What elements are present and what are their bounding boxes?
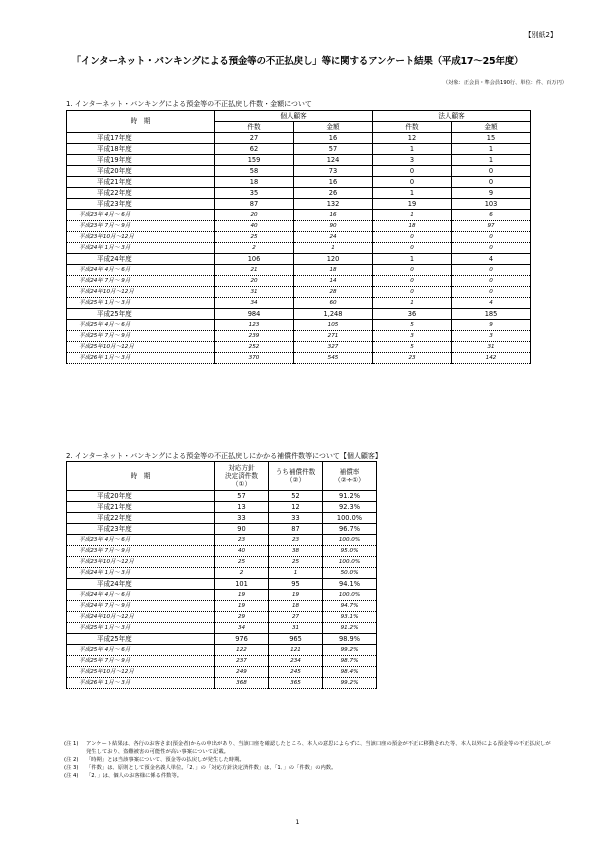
period-cell: 平成25年10月～12月 (67, 667, 215, 678)
individual-count-cell: 35 (215, 188, 294, 199)
policy-decided-cell: 40 (215, 546, 269, 557)
header-comp-line2: （②） (285, 476, 306, 484)
compensation-rate-cell: 95.0% (323, 546, 377, 557)
footnote (64, 772, 554, 780)
table-row (67, 309, 531, 320)
corporate-amount-cell: 3 (452, 331, 531, 342)
footnote (64, 764, 554, 772)
period-cell: 平成25年10月～12月 (67, 342, 215, 353)
table-row (67, 166, 531, 177)
individual-count-cell: 27 (215, 133, 294, 144)
policy-decided-cell: 34 (215, 623, 269, 634)
corporate-count-cell: 0 (373, 287, 452, 298)
compensated-cell: 18 (269, 601, 323, 612)
period-cell: 平成24年 7月～ 9月 (67, 276, 215, 287)
table-row (67, 276, 531, 287)
footnote-label: (注 1) (64, 741, 79, 747)
compensation-rate-cell: 100.0% (323, 513, 377, 524)
footnote-text: アンケート結果は、各行のお客さま(預金者)からの申出があり、当該口座を確認したところ、本人の意思によらずに、当該口座の預金が不正に移動された等、本人以外による預金等の不正払戻しが発生しており、盗難被害の可能性が高い事案について記載。 (86, 741, 551, 755)
compensation-rate-cell: 96.7% (323, 524, 377, 535)
table-row (67, 320, 531, 331)
corporate-amount-cell: 142 (452, 353, 531, 364)
individual-count-cell: 25 (215, 232, 294, 243)
header-policy-line2: 決定済件数 (225, 472, 258, 480)
compensation-rate-cell: 93.1% (323, 612, 377, 623)
compensation-rate-cell: 50.0% (323, 568, 377, 579)
period-cell: 平成23年10月～12月 (67, 557, 215, 568)
individual-amount-cell: 124 (294, 155, 373, 166)
header-amount: 金額 (452, 122, 531, 133)
table-row (67, 232, 531, 243)
corporate-count-cell: 0 (373, 166, 452, 177)
header-corporate: 法人顧客 (373, 111, 531, 122)
corporate-amount-cell: 4 (452, 254, 531, 265)
period-cell: 平成23年度 (67, 524, 215, 535)
compensated-cell: 25 (269, 557, 323, 568)
period-cell: 平成25年 1月～ 3月 (67, 298, 215, 309)
table-row (67, 590, 377, 601)
table-row (67, 623, 377, 634)
individual-count-cell: 20 (215, 276, 294, 287)
individual-amount-cell: 26 (294, 188, 373, 199)
table-row (67, 524, 377, 535)
period-cell: 平成17年度 (67, 133, 215, 144)
corporate-amount-cell: 4 (452, 298, 531, 309)
compensated-cell: 38 (269, 546, 323, 557)
individual-amount-cell: 90 (294, 221, 373, 232)
period-cell: 平成23年度 (67, 199, 215, 210)
table-row (67, 557, 377, 568)
compensated-cell: 87 (269, 524, 323, 535)
period-cell: 平成23年 4月～ 6月 (67, 535, 215, 546)
corporate-amount-cell: 0 (452, 232, 531, 243)
table-row (67, 502, 377, 513)
policy-decided-cell: 237 (215, 656, 269, 667)
corporate-amount-cell: 185 (452, 309, 531, 320)
individual-amount-cell: 60 (294, 298, 373, 309)
compensated-cell: 245 (269, 667, 323, 678)
compensation-table (66, 461, 377, 689)
period-cell: 平成22年度 (67, 513, 215, 524)
individual-amount-cell: 24 (294, 232, 373, 243)
compensated-cell: 52 (269, 491, 323, 502)
header-policy-line3: （①） (231, 480, 252, 488)
policy-decided-cell: 122 (215, 645, 269, 656)
compensated-cell: 965 (269, 634, 323, 645)
period-cell: 平成24年10月～12月 (67, 287, 215, 298)
compensated-cell: 31 (269, 623, 323, 634)
table-row (67, 342, 531, 353)
compensation-rate-cell: 98.4% (323, 667, 377, 678)
header-compensated (269, 462, 323, 491)
table-row (67, 491, 377, 502)
individual-amount-cell: 327 (294, 342, 373, 353)
table-row (67, 243, 531, 254)
individual-amount-cell: 271 (294, 331, 373, 342)
header-individual: 個人顧客 (215, 111, 373, 122)
period-cell: 平成25年度 (67, 309, 215, 320)
corporate-amount-cell: 6 (452, 210, 531, 221)
table-row (67, 546, 377, 557)
table-row (67, 535, 377, 546)
corporate-amount-cell: 9 (452, 320, 531, 331)
table-row (67, 601, 377, 612)
policy-decided-cell: 33 (215, 513, 269, 524)
individual-amount-cell: 545 (294, 353, 373, 364)
table-row (67, 678, 377, 689)
individual-count-cell: 20 (215, 210, 294, 221)
period-cell: 平成24年 4月～ 6月 (67, 265, 215, 276)
individual-count-cell: 123 (215, 320, 294, 331)
period-cell: 平成25年度 (67, 634, 215, 645)
corporate-amount-cell: 9 (452, 188, 531, 199)
individual-count-cell: 2 (215, 243, 294, 254)
table-row (67, 298, 531, 309)
compensation-rate-cell: 92.3% (323, 502, 377, 513)
period-cell: 平成23年10月～12月 (67, 232, 215, 243)
section2-heading: 2. インターネット・バンキングによる預金等の不正払戻しにかかる補償件数等について【個人顧客】 (66, 452, 382, 460)
policy-decided-cell: 19 (215, 590, 269, 601)
header-rate-line2: （②÷①） (334, 476, 365, 484)
table-row (67, 353, 531, 364)
compensated-cell: 365 (269, 678, 323, 689)
period-cell: 平成18年度 (67, 144, 215, 155)
table-row (67, 265, 531, 276)
compensation-rate-cell: 98.7% (323, 656, 377, 667)
header-count: 件数 (373, 122, 452, 133)
compensation-rate-cell: 91.2% (323, 491, 377, 502)
compensation-rate-cell: 91.2% (323, 623, 377, 634)
table-row (67, 612, 377, 623)
individual-count-cell: 34 (215, 298, 294, 309)
corporate-count-cell: 0 (373, 265, 452, 276)
footnote-label: (注 3) (64, 765, 79, 771)
table-row (67, 634, 377, 645)
section1-heading: 1. インターネット・バンキングによる預金等の不正払戻し件数・金額について (66, 100, 312, 108)
individual-count-cell: 21 (215, 265, 294, 276)
period-cell: 平成25年 1月～ 3月 (67, 623, 215, 634)
individual-amount-cell: 57 (294, 144, 373, 155)
footnote-label: (注 2) (64, 757, 79, 763)
individual-amount-cell: 28 (294, 287, 373, 298)
period-cell: 平成21年度 (67, 177, 215, 188)
header-rate (323, 462, 377, 491)
table-row (67, 656, 377, 667)
corporate-count-cell: 0 (373, 243, 452, 254)
table-row (67, 254, 531, 265)
table-row (67, 331, 531, 342)
fraud-table-body (67, 133, 531, 364)
corporate-amount-cell: 1 (452, 155, 531, 166)
period-cell: 平成20年度 (67, 166, 215, 177)
individual-amount-cell: 73 (294, 166, 373, 177)
compensated-cell: 19 (269, 590, 323, 601)
table-row (67, 177, 531, 188)
individual-amount-cell: 132 (294, 199, 373, 210)
period-cell: 平成20年度 (67, 491, 215, 502)
compensated-cell: 12 (269, 502, 323, 513)
individual-amount-cell: 16 (294, 210, 373, 221)
corporate-count-cell: 19 (373, 199, 452, 210)
individual-count-cell: 87 (215, 199, 294, 210)
table-row (67, 513, 377, 524)
policy-decided-cell: 29 (215, 612, 269, 623)
individual-count-cell: 40 (215, 221, 294, 232)
table-row (67, 188, 531, 199)
compensated-cell: 121 (269, 645, 323, 656)
corporate-amount-cell: 0 (452, 177, 531, 188)
footnotes (64, 740, 554, 780)
corporate-amount-cell: 0 (452, 243, 531, 254)
table-row (67, 210, 531, 221)
period-cell: 平成23年 7月～ 9月 (67, 546, 215, 557)
individual-amount-cell: 1,248 (294, 309, 373, 320)
period-cell: 平成22年度 (67, 188, 215, 199)
individual-count-cell: 18 (215, 177, 294, 188)
compensated-cell: 234 (269, 656, 323, 667)
policy-decided-cell: 101 (215, 579, 269, 590)
period-cell: 平成24年度 (67, 579, 215, 590)
footnote (64, 740, 554, 756)
corporate-amount-cell: 31 (452, 342, 531, 353)
individual-count-cell: 984 (215, 309, 294, 320)
corporate-amount-cell: 0 (452, 276, 531, 287)
period-cell: 平成24年 4月～ 6月 (67, 590, 215, 601)
period-cell: 平成25年 4月～ 6月 (67, 320, 215, 331)
period-cell: 平成24年 1月～ 3月 (67, 243, 215, 254)
individual-count-cell: 58 (215, 166, 294, 177)
corporate-amount-cell: 0 (452, 166, 531, 177)
table-row (67, 221, 531, 232)
table-row (67, 287, 531, 298)
compensated-cell: 33 (269, 513, 323, 524)
header-count: 件数 (215, 122, 294, 133)
individual-amount-cell: 18 (294, 265, 373, 276)
corporate-count-cell: 0 (373, 232, 452, 243)
individual-amount-cell: 16 (294, 177, 373, 188)
period-cell: 平成24年 7月～ 9月 (67, 601, 215, 612)
header-period: 時 期 (67, 462, 215, 491)
corporate-count-cell: 12 (373, 133, 452, 144)
compensation-rate-cell: 94.1% (323, 579, 377, 590)
period-cell: 平成25年 7月～ 9月 (67, 331, 215, 342)
table-row (67, 568, 377, 579)
page-title: 「インターネット・バンキングによる預金等の不正払戻し」等に関するアンケート結果（平成17～25年度） (71, 56, 524, 67)
policy-decided-cell: 57 (215, 491, 269, 502)
policy-decided-cell: 25 (215, 557, 269, 568)
compensated-cell: 23 (269, 535, 323, 546)
period-cell: 平成26年 1月～ 3月 (67, 678, 215, 689)
period-cell: 平成24年度 (67, 254, 215, 265)
header-period: 時 期 (67, 111, 215, 133)
corporate-count-cell: 36 (373, 309, 452, 320)
policy-decided-cell: 19 (215, 601, 269, 612)
policy-decided-cell: 90 (215, 524, 269, 535)
compensation-rate-cell: 100.0% (323, 535, 377, 546)
footnote-label: (注 4) (64, 773, 79, 779)
corporate-count-cell: 5 (373, 320, 452, 331)
compensation-rate-cell: 100.0% (323, 590, 377, 601)
compensated-cell: 1 (269, 568, 323, 579)
unit-note: （対象：正会員・準会員190行、単位：件、百万円） (442, 80, 567, 86)
period-cell: 平成25年 7月～ 9月 (67, 656, 215, 667)
footnote-text: 「時期」とは当該事案について、預金等の払戻しが発生した時期。 (86, 757, 245, 763)
individual-count-cell: 62 (215, 144, 294, 155)
period-cell: 平成19年度 (67, 155, 215, 166)
compensated-cell: 27 (269, 612, 323, 623)
table-row (67, 579, 377, 590)
period-cell: 平成26年 1月～ 3月 (67, 353, 215, 364)
period-cell: 平成25年 4月～ 6月 (67, 645, 215, 656)
policy-decided-cell: 249 (215, 667, 269, 678)
page-number: 1 (295, 818, 300, 826)
compensation-table-body (67, 491, 377, 689)
compensation-rate-cell: 98.9% (323, 634, 377, 645)
individual-amount-cell: 105 (294, 320, 373, 331)
corporate-count-cell: 0 (373, 177, 452, 188)
individual-count-cell: 159 (215, 155, 294, 166)
policy-decided-cell: 976 (215, 634, 269, 645)
footnote-text: 「件数」は、原則として預金名義人単位。「2．」の「対応方針決定済件数」は、「1．」の「件数」の内数。 (86, 765, 337, 771)
compensation-rate-cell: 100.0% (323, 557, 377, 568)
corporate-count-cell: 5 (373, 342, 452, 353)
corporate-count-cell: 23 (373, 353, 452, 364)
corporate-count-cell: 3 (373, 331, 452, 342)
corporate-count-cell: 0 (373, 276, 452, 287)
policy-decided-cell: 23 (215, 535, 269, 546)
attachment-tag: 【別紙2】 (524, 31, 557, 39)
compensation-rate-cell: 99.2% (323, 645, 377, 656)
fraud-table (66, 110, 531, 364)
corporate-amount-cell: 103 (452, 199, 531, 210)
footnote (64, 756, 554, 764)
corporate-count-cell: 1 (373, 210, 452, 221)
table-row (67, 155, 531, 166)
corporate-amount-cell: 0 (452, 265, 531, 276)
individual-count-cell: 239 (215, 331, 294, 342)
corporate-amount-cell: 97 (452, 221, 531, 232)
header-rate-line1: 補償率 (339, 468, 360, 476)
compensated-cell: 95 (269, 579, 323, 590)
policy-decided-cell: 13 (215, 502, 269, 513)
individual-count-cell: 31 (215, 287, 294, 298)
compensation-rate-cell: 94.7% (323, 601, 377, 612)
corporate-amount-cell: 1 (452, 144, 531, 155)
period-cell: 平成23年 4月～ 6月 (67, 210, 215, 221)
corporate-count-cell: 1 (373, 254, 452, 265)
policy-decided-cell: 2 (215, 568, 269, 579)
period-cell: 平成23年 7月～ 9月 (67, 221, 215, 232)
individual-count-cell: 370 (215, 353, 294, 364)
corporate-amount-cell: 15 (452, 133, 531, 144)
header-policy-decided (215, 462, 269, 491)
individual-count-cell: 252 (215, 342, 294, 353)
period-cell: 平成24年10月～12月 (67, 612, 215, 623)
compensation-rate-cell: 99.2% (323, 678, 377, 689)
footnote-text: 「2．」は、個人のお客様に係る件数等。 (86, 773, 183, 779)
table-row (67, 133, 531, 144)
period-cell: 平成24年 1月～ 3月 (67, 568, 215, 579)
individual-amount-cell: 16 (294, 133, 373, 144)
corporate-count-cell: 1 (373, 188, 452, 199)
individual-amount-cell: 1 (294, 243, 373, 254)
table-row (67, 144, 531, 155)
individual-amount-cell: 14 (294, 276, 373, 287)
individual-amount-cell: 120 (294, 254, 373, 265)
policy-decided-cell: 368 (215, 678, 269, 689)
table-row (67, 667, 377, 678)
corporate-amount-cell: 0 (452, 287, 531, 298)
corporate-count-cell: 18 (373, 221, 452, 232)
corporate-count-cell: 1 (373, 144, 452, 155)
corporate-count-cell: 3 (373, 155, 452, 166)
corporate-count-cell: 1 (373, 298, 452, 309)
table-row (67, 199, 531, 210)
header-policy-line1: 対応方針 (228, 464, 255, 472)
table-row (67, 645, 377, 656)
header-amount: 金額 (294, 122, 373, 133)
header-comp-line1: うち補償件数 (275, 468, 316, 476)
period-cell: 平成21年度 (67, 502, 215, 513)
individual-count-cell: 106 (215, 254, 294, 265)
